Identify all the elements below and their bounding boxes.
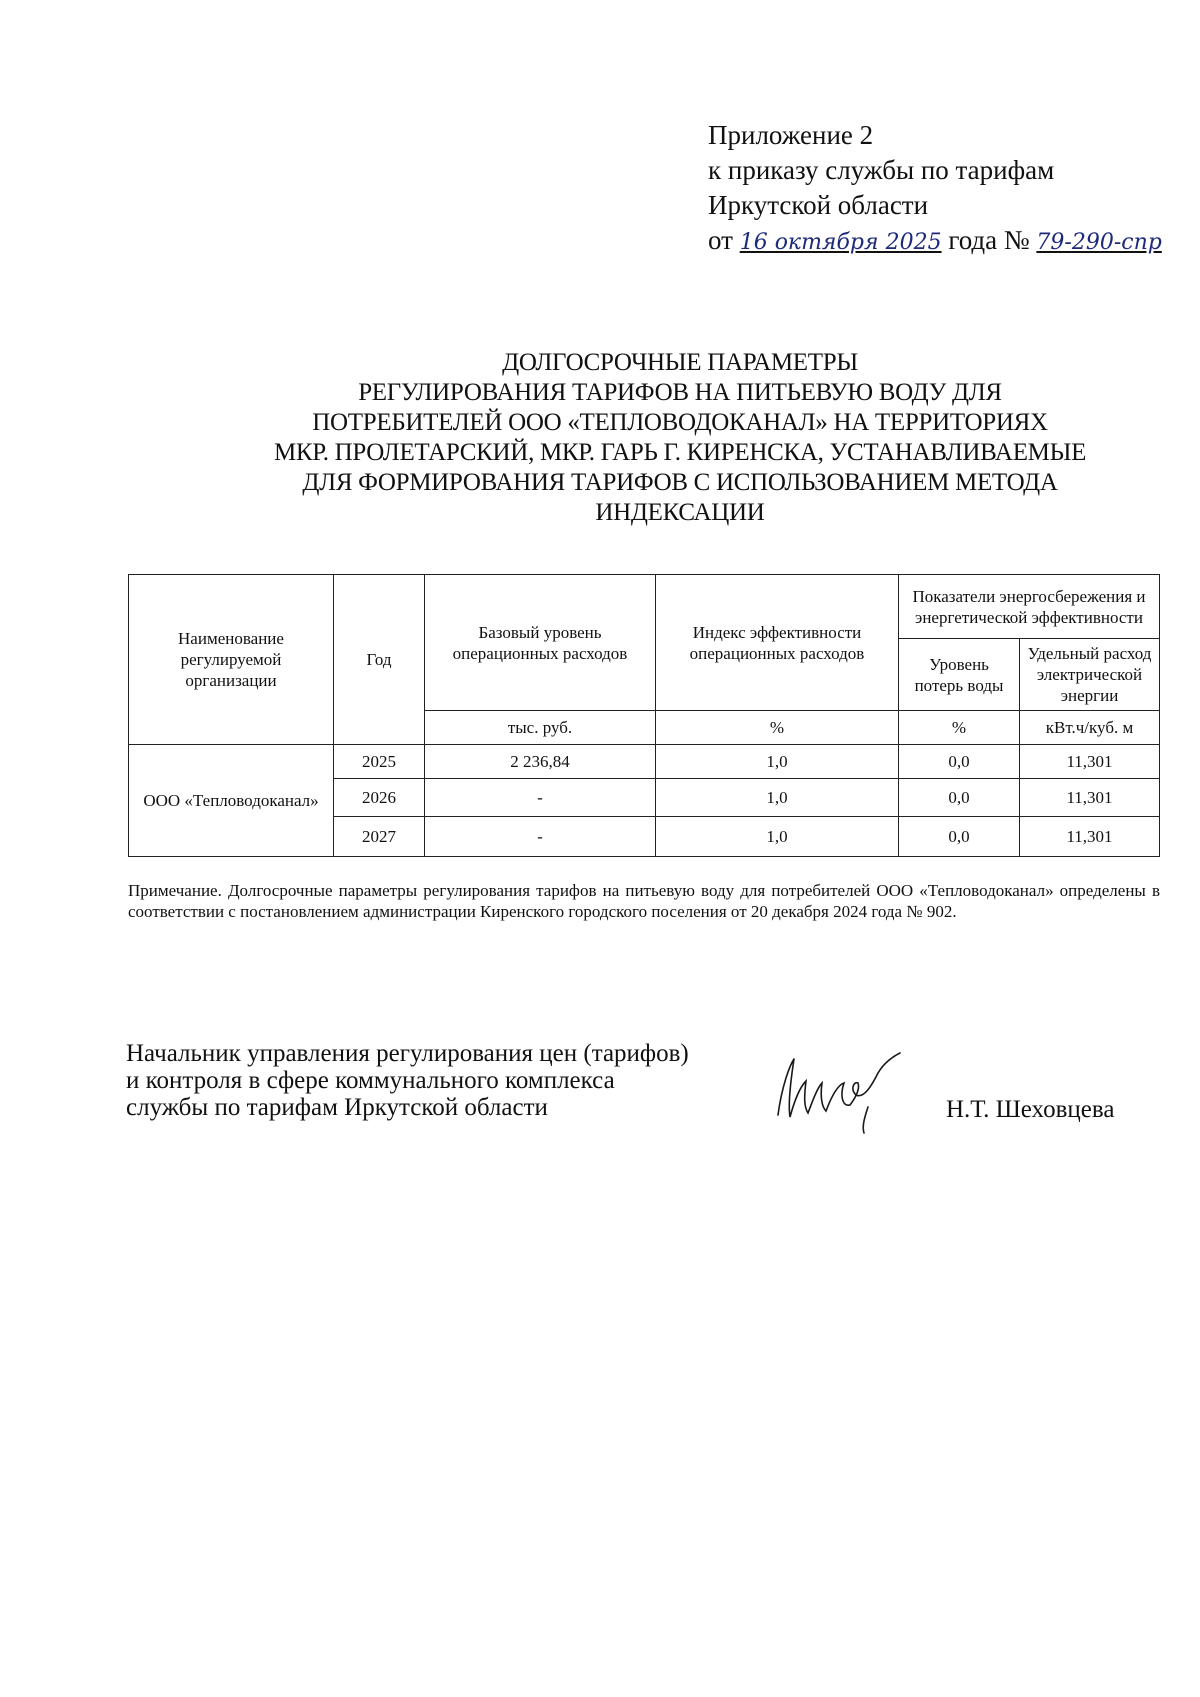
unit-base: тыс. руб.	[425, 711, 656, 745]
handwritten-signature	[760, 1045, 960, 1135]
table-row	[129, 745, 1160, 779]
cell-base: -	[425, 817, 656, 857]
unit-consumption: кВт.ч/куб. м	[1020, 711, 1160, 745]
appendix-line-2: к приказу службы по тарифам	[708, 155, 1055, 185]
title-line-3: ПОТРЕБИТЕЛЕЙ ООО «ТЕПЛОВОДОКАНАЛ» НА ТЕРРИТОРИЯХ	[312, 409, 1048, 436]
header-energy-group: Показатели энергосбережения и энергетической эффективности	[899, 575, 1160, 639]
org-name-cell: ООО «Тепловодоканал»	[129, 745, 334, 857]
cell-index: 1,0	[656, 745, 899, 779]
cell-base: -	[425, 779, 656, 817]
parameters-table	[128, 574, 1160, 857]
table-note: Примечание. Долгосрочные параметры регулирования тарифов на питьевую воду для потребителей ООО «Тепловодоканал» определены в соответствии с постановлением администрации Киренского городского поселения от 20 декабря 2024 года № 902.	[128, 881, 1160, 921]
handwritten-number: 79-290-спр	[1036, 230, 1162, 255]
cell-loss: 0,0	[899, 817, 1020, 857]
cell-year: 2026	[334, 779, 425, 817]
cell-loss: 0,0	[899, 745, 1020, 779]
unit-loss: %	[899, 711, 1020, 745]
cell-index: 1,0	[656, 779, 899, 817]
title-line-5: ДЛЯ ФОРМИРОВАНИЯ ТАРИФОВ С ИСПОЛЬЗОВАНИЕМ МЕТОДА	[302, 469, 1058, 496]
cell-year: 2025	[334, 745, 425, 779]
appendix-date-line	[708, 223, 1162, 260]
number-prefix: года №	[948, 225, 1030, 255]
date-prefix: от	[708, 225, 733, 255]
signatory-position	[126, 1040, 689, 1121]
position-line-3: службы по тарифам Иркутской области	[126, 1094, 548, 1121]
appendix-line-1: Приложение 2	[708, 120, 874, 150]
header-year: Год	[334, 575, 425, 745]
appendix-line-3: Иркутской области	[708, 190, 929, 220]
header-base: Базовый уровень операционных расходов	[425, 575, 656, 711]
cell-consumption: 11,301	[1020, 779, 1160, 817]
position-line-1: Начальник управления регулирования цен (тарифов)	[126, 1040, 689, 1067]
handwritten-date: 16 октября 2025	[739, 230, 942, 255]
header-consumption: Удельный расход электрической энергии	[1020, 639, 1160, 711]
cell-index: 1,0	[656, 817, 899, 857]
position-line-2: и контроля в сфере коммунального комплекса	[126, 1067, 615, 1094]
cell-consumption: 11,301	[1020, 817, 1160, 857]
cell-consumption: 11,301	[1020, 745, 1160, 779]
signatory-name: Н.Т. Шеховцева	[946, 1096, 1115, 1123]
appendix-header	[708, 118, 1162, 260]
title-line-2: РЕГУЛИРОВАНИЯ ТАРИФОВ НА ПИТЬЕВУЮ ВОДУ ДЛЯ	[358, 379, 1002, 406]
header-org: Наименование регулируемой организации	[129, 575, 334, 745]
header-loss: Уровень потерь воды	[899, 639, 1020, 711]
unit-index: %	[656, 711, 899, 745]
cell-base: 2 236,84	[425, 745, 656, 779]
header-index: Индекс эффективности операционных расходов	[656, 575, 899, 711]
cell-year: 2027	[334, 817, 425, 857]
document-title	[180, 348, 1180, 528]
title-line-4: МКР. ПРОЛЕТАРСКИЙ, МКР. ГАРЬ Г. КИРЕНСКА, УСТАНАВЛИВАЕМЫЕ	[273, 439, 1087, 466]
title-line-6: ИНДЕКСАЦИИ	[595, 499, 765, 526]
title-line-1: ДОЛГОСРОЧНЫЕ ПАРАМЕТРЫ	[502, 349, 858, 376]
cell-loss: 0,0	[899, 779, 1020, 817]
